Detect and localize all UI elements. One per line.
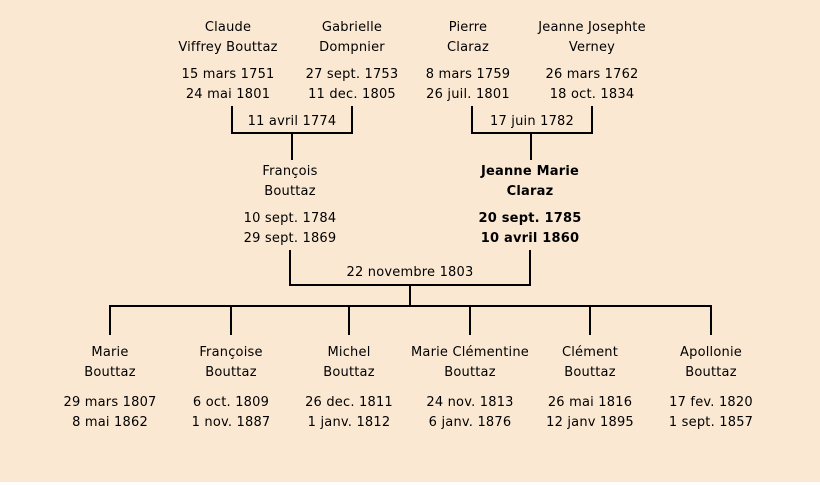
death-date: 18 oct. 1834 <box>549 87 635 102</box>
person-name-line1: Marie Clémentine <box>410 345 529 360</box>
person-card-michel-bouttaz <box>279 343 419 433</box>
birth-date: 27 sept. 1753 <box>305 67 399 82</box>
child3-drop-line <box>348 305 350 335</box>
birth-date: 20 sept. 1785 <box>478 211 582 226</box>
birth-date: 10 sept. 1784 <box>243 211 337 226</box>
person-name-line1: François <box>262 164 318 179</box>
child1-drop-line <box>109 305 111 335</box>
marriage3-date-label: 22 novembre 1803 <box>346 265 474 280</box>
marriage2-date-label: 17 juin 1782 <box>490 114 574 129</box>
person-name-line1: Pierre <box>448 20 488 35</box>
birth-date: 15 mars 1751 <box>181 67 275 82</box>
death-date: 12 janv 1895 <box>546 415 634 430</box>
marriage1-drop-line <box>291 134 293 160</box>
person-card-clement-bouttaz <box>520 343 660 433</box>
person-name-line1: Michel <box>327 345 371 360</box>
death-date: 8 mai 1862 <box>72 415 148 430</box>
person-name-line1: Marie <box>91 345 129 360</box>
person-name-line2: Bouttaz <box>84 365 136 380</box>
child6-drop-line <box>710 305 712 335</box>
person-name-line2: Verney <box>568 40 616 55</box>
death-date: 26 juil. 1801 <box>426 87 510 102</box>
person-name-line1: Claude <box>204 20 252 35</box>
birth-date: 8 mars 1759 <box>425 67 511 82</box>
birth-date: 6 oct. 1809 <box>192 395 270 410</box>
death-date: 1 sept. 1857 <box>668 415 754 430</box>
person-name-line2: Bouttaz <box>685 365 737 380</box>
person-name-line1: Gabrielle <box>321 20 383 35</box>
person-card-jeanne-josephte-verney <box>517 18 667 105</box>
person-name-line2: Bouttaz <box>444 365 496 380</box>
death-date: 1 nov. 1887 <box>191 415 271 430</box>
death-date: 10 avril 1860 <box>480 231 580 246</box>
person-name-line2: Claraz <box>506 184 554 199</box>
person-card-francois-bouttaz <box>210 162 370 249</box>
marriage1-date-label: 11 avril 1774 <box>247 114 337 129</box>
birth-date: 17 fev. 1820 <box>669 395 753 410</box>
marriage2-bar <box>471 132 593 134</box>
person-name-line2: Bouttaz <box>205 365 257 380</box>
person-name-line1: Françoise <box>199 345 263 360</box>
birth-date: 26 mars 1762 <box>545 67 639 82</box>
person-card-apollonie-bouttaz <box>641 343 781 433</box>
person-name-line2: Bouttaz <box>564 365 616 380</box>
person-name-line2: Dompnier <box>319 40 385 55</box>
birth-date: 29 mars 1807 <box>63 395 157 410</box>
death-date: 6 janv. 1876 <box>428 415 512 430</box>
child4-drop-line <box>469 305 471 335</box>
person-card-marie-clementine-bouttaz <box>400 343 540 433</box>
birth-date: 24 nov. 1813 <box>426 395 514 410</box>
child2-drop-line <box>230 305 232 335</box>
person-name-line1: Jeanne Marie <box>480 164 580 179</box>
person-name-line1: Clément <box>561 345 619 360</box>
person-name-line2: Claraz <box>447 40 489 55</box>
birth-date: 26 mai 1816 <box>547 395 633 410</box>
death-date: 1 janv. 1812 <box>307 415 391 430</box>
death-date: 24 mai 1801 <box>185 87 271 102</box>
person-name-line2: Viffrey Bouttaz <box>178 40 278 55</box>
person-card-marie-bouttaz <box>40 343 180 433</box>
children-bar <box>109 305 712 307</box>
marriage3-drop-line <box>409 286 411 306</box>
person-name-line1: Jeanne Josephte <box>538 20 646 35</box>
child5-drop-line <box>589 305 591 335</box>
marriage2-drop-line <box>530 134 532 160</box>
death-date: 29 sept. 1869 <box>243 231 337 246</box>
person-name-line1: Apollonie <box>680 345 742 360</box>
person-name-line2: Bouttaz <box>264 184 316 199</box>
birth-date: 26 dec. 1811 <box>305 395 393 410</box>
death-date: 11 dec. 1805 <box>308 87 396 102</box>
person-card-jeanne-marie-claraz <box>450 162 610 249</box>
person-name-line2: Bouttaz <box>323 365 375 380</box>
